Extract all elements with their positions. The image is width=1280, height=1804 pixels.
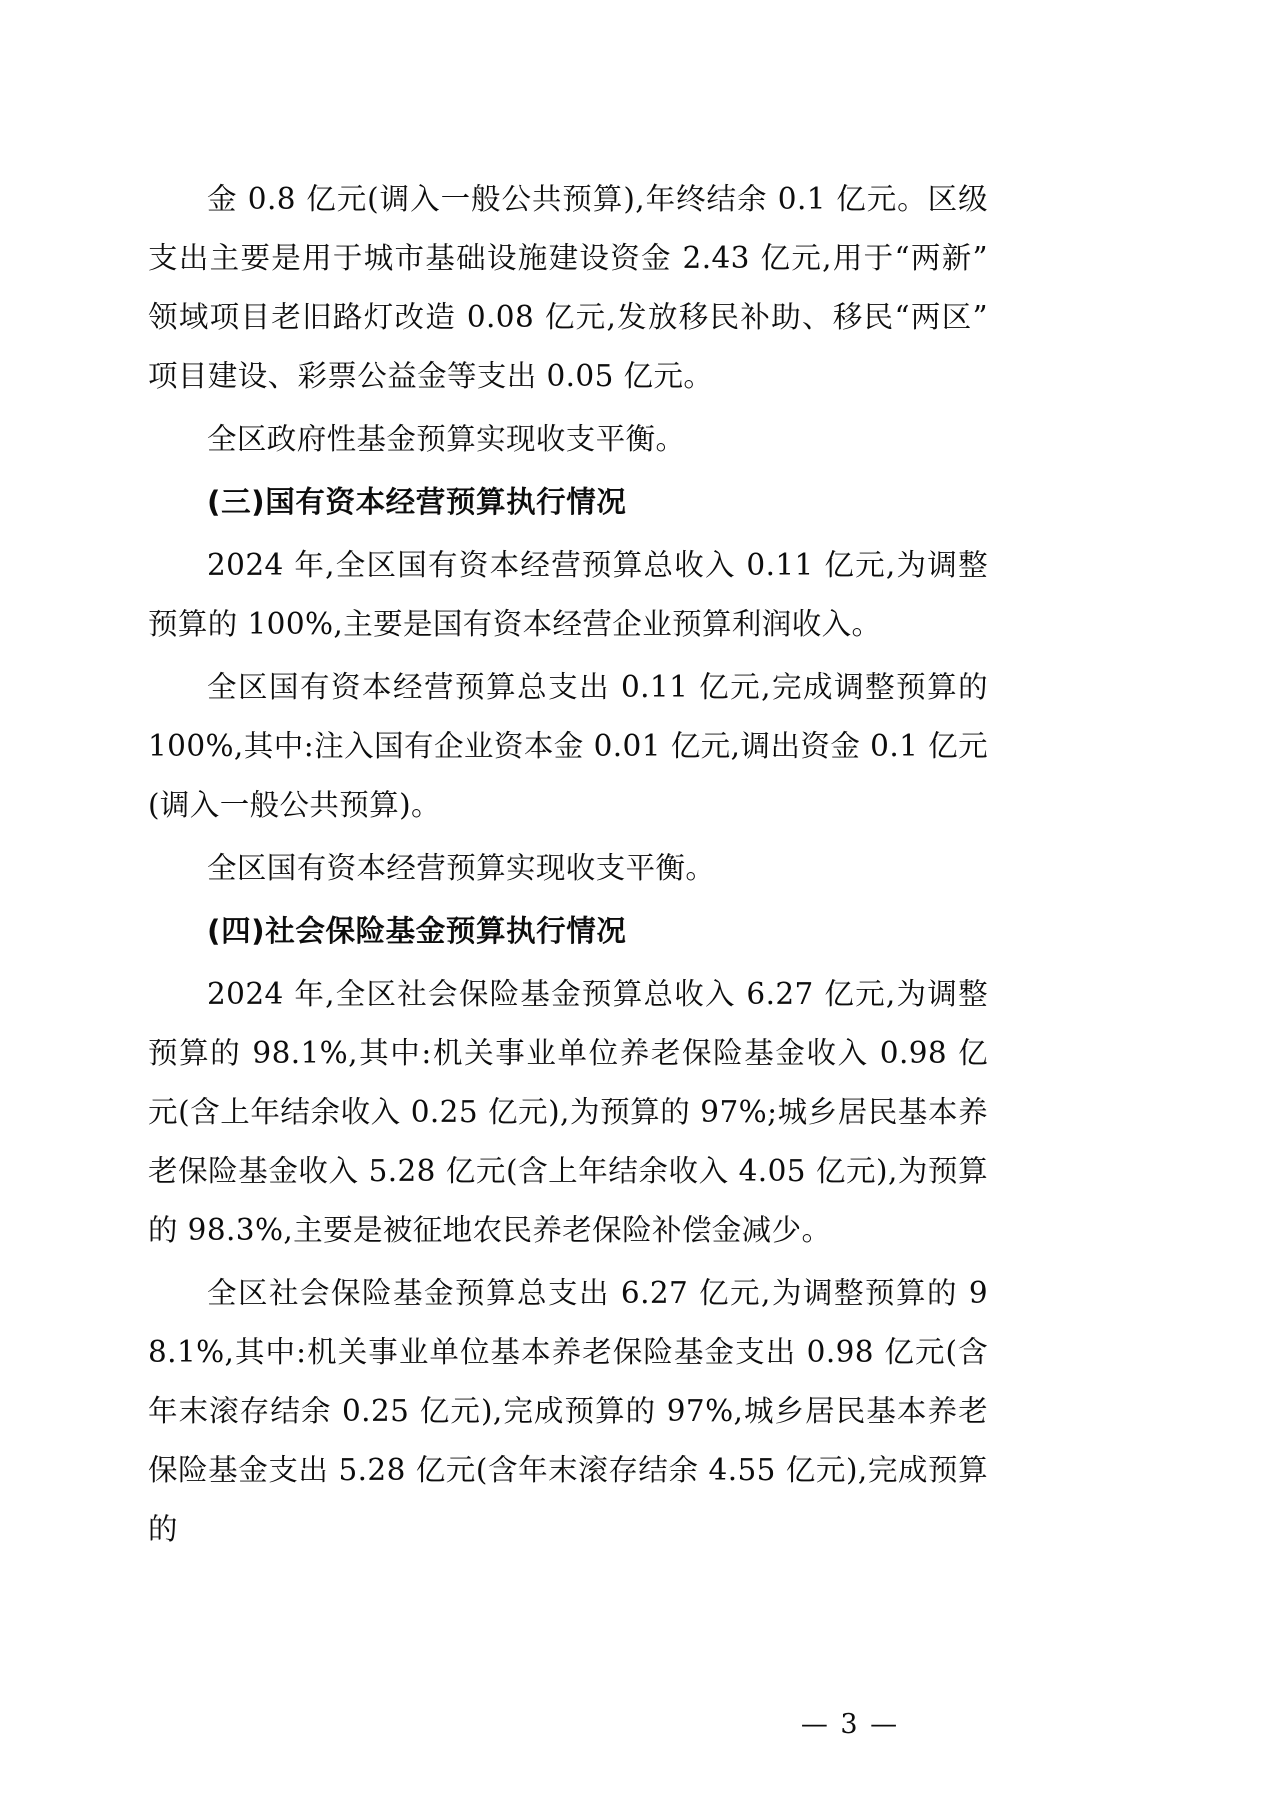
paragraph-continuation: 金 0.8 亿元(调入一般公共预算),年终结余 0.1 亿元。区级支出主要是用于城市基础设施建设资金 2.43 亿元,用于“两新”领域项目老旧路灯改造 0.08 亿元,发放移民补助、移民“两区”项目建设、彩票公益金等支出 0.05 亿元。 (148, 182, 988, 393)
paragraph-state-capital-expense: 全区国有资本经营预算总支出 0.11 亿元,完成调整预算的 100%,其中:注入国有企业资本金 0.01 亿元,调出资金 0.1 亿元(调入一般公共预算)。 (148, 670, 988, 822)
page-number (0, 1709, 1280, 1740)
heading-social-insurance-budget: (四)社会保险基金预算执行情况 (207, 914, 627, 948)
document-body (148, 170, 988, 1563)
page-number-label: — 3 — (800, 1709, 900, 1740)
paragraph-social-insurance-expense: 全区社会保险基金预算总支出 6.27 亿元,为调整预算的 98.1%,其中:机关事业单位基本养老保险基金支出 0.98 亿元(含年末滚存结余 0.25 亿元),完成预算的 97%,城乡居民基本养老保险基金支出 5.28 亿元(含年末滚存结余 4.55 亿元),完成预算的 (148, 1276, 988, 1546)
paragraph-fund-balance: 全区政府性基金预算实现收支平衡。 (207, 422, 686, 456)
paragraph-state-capital-income: 2024 年,全区国有资本经营预算总收入 0.11 亿元,为调整预算的 100%,主要是国有资本经营企业预算利润收入。 (148, 548, 988, 641)
heading-state-capital-budget: (三)国有资本经营预算执行情况 (207, 485, 627, 519)
paragraph-social-insurance-income: 2024 年,全区社会保险基金预算总收入 6.27 亿元,为调整预算的 98.1%,其中:机关事业单位养老保险基金收入 0.98 亿元(含上年结余收入 0.25 亿元),为预算的 97%;城乡居民基本养老保险基金收入 5.28 亿元(含上年结余收入 4.05 亿元),为预算的 98.3%,主要是被征地农民养老保险补偿金减少。 (148, 977, 988, 1247)
paragraph-state-capital-balance: 全区国有资本经营预算实现收支平衡。 (207, 851, 716, 885)
